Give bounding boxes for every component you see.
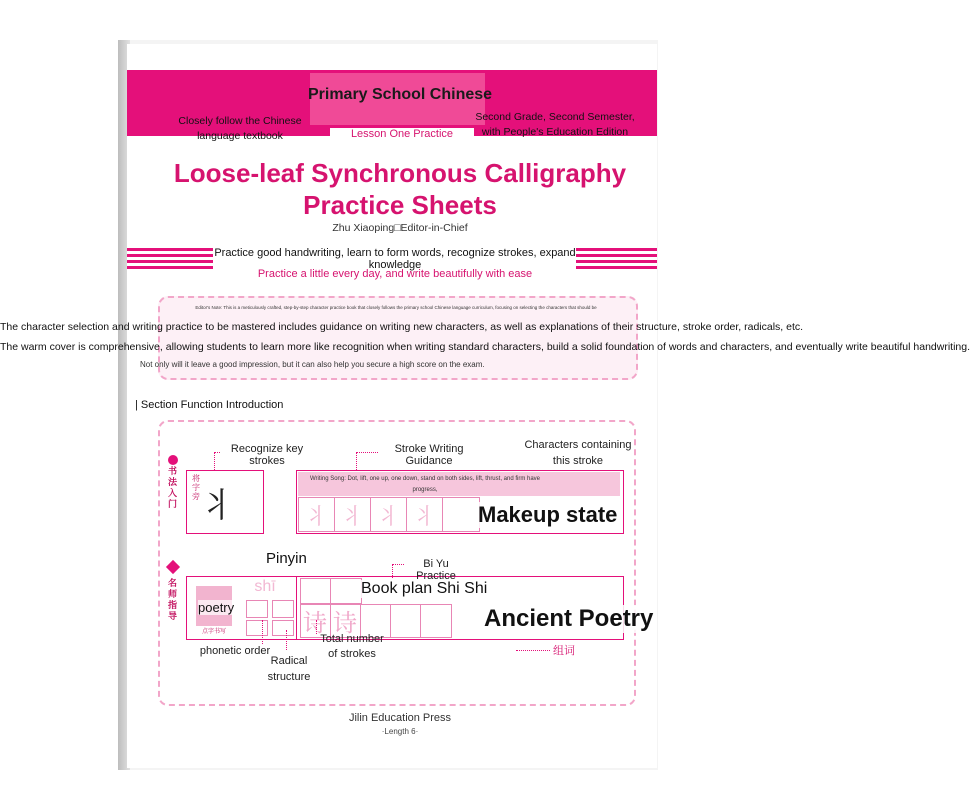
length-label: ·Length 6· <box>381 727 419 736</box>
stripe <box>127 260 213 263</box>
trace-poem-char: 诗 <box>333 609 357 637</box>
info-cell <box>246 600 268 618</box>
book-plan-label: Book plan Shi Shi <box>358 580 490 598</box>
lesson-label: Lesson One Practice <box>330 128 474 140</box>
small-tags: 点字书写 <box>201 629 226 635</box>
info-cell <box>272 600 294 618</box>
label-key-strokes: Recognize key strokes <box>230 443 304 467</box>
ancient-poetry: Ancient Poetry <box>480 605 657 633</box>
right-note: Second Grade, Second Semester, with People's Education Edition <box>475 111 635 138</box>
stripe <box>576 254 657 257</box>
leader-line <box>262 620 263 644</box>
label-bi-yu: Bi Yu Practice <box>416 558 456 582</box>
trace-poem-char: 诗 <box>303 609 327 637</box>
stripe <box>576 266 657 269</box>
stripe <box>127 248 213 251</box>
info-cell <box>272 620 294 636</box>
stroke-box-label: 将字旁 <box>192 474 200 501</box>
trace-char: 丬 <box>340 505 363 530</box>
label-containing-characters: Characters containing this stroke <box>524 439 632 467</box>
trace-char: 丬 <box>376 505 399 530</box>
makeup-state: Makeup state <box>474 502 621 528</box>
pinyin-label: Pinyin <box>266 550 307 567</box>
practice-cell <box>390 604 422 638</box>
slogan-secondary: Practice a little every day, and write beautifully with ease <box>257 268 533 280</box>
leader-line <box>392 564 393 578</box>
practice-cell <box>420 604 452 638</box>
writing-song: Writing Song: Dot, lift, one up, one down, stand on both sides, lift, thrust, and firm have progress, <box>309 476 540 493</box>
figure-icon <box>168 455 178 465</box>
left-note: Closely follow the Chinese language textbook <box>178 115 302 142</box>
publisher: Jilin Education Press <box>348 712 452 724</box>
top-title: Primary School Chinese <box>307 86 493 103</box>
editor-note-line-2: The warm cover is comprehensive, allowing students to learn more like recognition when writing standard characters, build a solid foundation of words and characters, and eventually write beautiful handwriting. <box>0 341 970 353</box>
editor-note-line-0: Editor's Note: This is a meticulously crafted, step-by-step character practice book that closely follows the primary school Chinese language curriculum, focusing on selecting the characters that should be <box>195 305 597 310</box>
main-title: Loose-leaf Synchronous Calligraphy Practice Sheets <box>173 158 627 220</box>
editor-line: Zhu Xiaoping□Editor-in-Chief <box>332 222 468 234</box>
stripe <box>576 260 657 263</box>
stroke-order-cell <box>300 578 332 604</box>
stripe <box>576 248 657 251</box>
label-total-strokes: Total number of strokes <box>320 633 384 660</box>
stripe <box>127 254 213 257</box>
key-stroke-char: 丬 <box>200 486 234 526</box>
stripe <box>127 266 213 269</box>
vertical-label-1: 书法入门 <box>168 466 178 509</box>
trace-char: 丬 <box>412 505 435 530</box>
zuci-label: 组词 <box>553 645 575 657</box>
vertical-label-2: 名师指导 <box>168 578 178 621</box>
leader-line <box>286 630 287 650</box>
label-radical-structure: Radical structure <box>267 655 311 683</box>
leader-line <box>392 564 404 565</box>
editor-note-line-1: The character selection and writing practice to be mastered includes guidance on writing new characters, as well as explanations of their structure, stroke order, radicals, etc. <box>0 321 804 333</box>
slogan-primary: Practice good handwriting, learn to form words, recognize strokes, expand knowledge <box>214 247 576 271</box>
pinyin-value: shī <box>254 578 276 595</box>
leader-line <box>356 452 357 470</box>
label-stroke-guidance: Stroke Writing Guidance <box>394 443 464 467</box>
section-heading: | Section Function Introduction <box>135 399 284 411</box>
poetry-label: poetry <box>198 600 235 615</box>
info-cell <box>246 620 268 636</box>
leader-line <box>316 620 317 634</box>
trace-char: 丬 <box>304 505 327 530</box>
editor-note-line-3: Not only will it leave a good impression, but it can also help you secure a high score on the exam. <box>140 360 485 369</box>
label-phonetic-order: phonetic order <box>199 645 271 657</box>
leader-line <box>516 650 550 651</box>
